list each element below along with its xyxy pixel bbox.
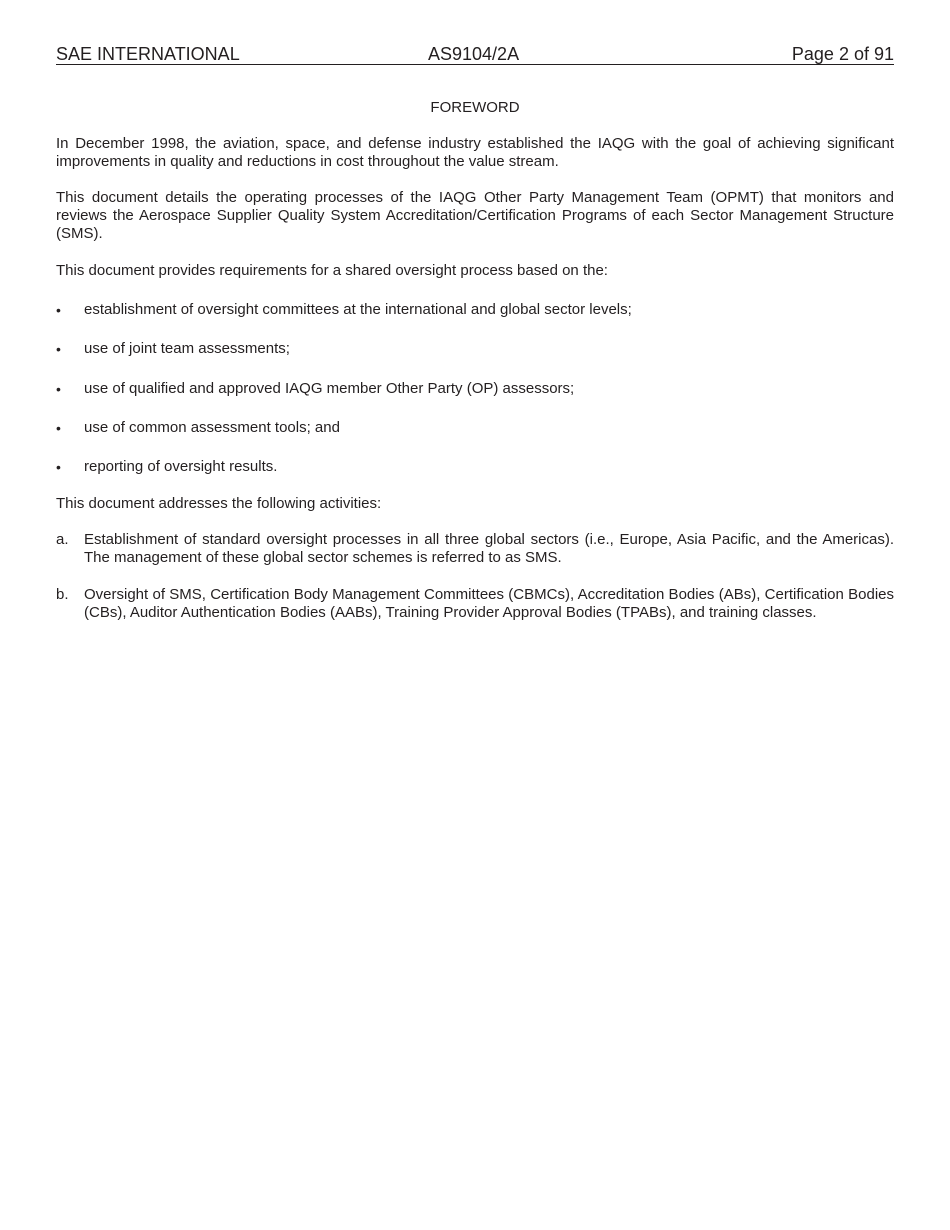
paragraph-activities-intro: This document addresses the following activities: (56, 495, 382, 512)
list-item-text: use of joint team assessments; (84, 340, 290, 357)
paragraph-intro: In December 1998, the aviation, space, and defense industry established the IAQG with the goal of achieving significant improvements in quality and reductions in cost throughout the value stream. (56, 135, 894, 170)
header-organization: SAE INTERNATIONAL (56, 44, 240, 64)
header-document-number: AS9104/2A (428, 44, 520, 64)
bullet-marker: • (56, 381, 61, 397)
bullet-marker: • (56, 302, 61, 318)
bullet-marker: • (56, 420, 61, 436)
list-item-text: use of qualified and approved IAQG member Other Party (OP) assessors; (84, 380, 575, 397)
page-header (56, 44, 894, 65)
activity-text: Establishment of standard oversight processes in all three global sectors (i.e., Europe, Asia Pacific, and the Americas). The management of these global sector schemes is referred to as SMS. (84, 531, 894, 566)
bullet-marker: • (56, 341, 61, 357)
section-title: FOREWORD (430, 99, 520, 116)
bullet-marker: • (56, 459, 61, 475)
activity-text: Oversight of SMS, Certification Body Management Committees (CBMCs), Accreditation Bodies (ABs), Certification Bodies (CBs), Auditor Authentication Bodies (AABs), Training Provider Approval Bodies (TPABs), and training classes. (84, 586, 894, 621)
paragraph-opmt: This document details the operating processes of the IAQG Other Party Management Team (OPMT) that monitors and reviews the Aerospace Supplier Quality System Accreditation/Certification Programs of each Sector Management Structure (SMS). (56, 189, 894, 242)
list-item-text: use of common assessment tools; and (84, 419, 340, 436)
list-item-text: reporting of oversight results. (84, 458, 278, 475)
activity-marker: b. (56, 586, 69, 603)
header-page-number: Page 2 of 91 (791, 44, 894, 64)
activity-marker: a. (56, 531, 69, 548)
list-item-text: establishment of oversight committees at the international and global sector levels; (84, 301, 632, 318)
paragraph-requirements: This document provides requirements for a shared oversight process based on the: (56, 262, 608, 279)
